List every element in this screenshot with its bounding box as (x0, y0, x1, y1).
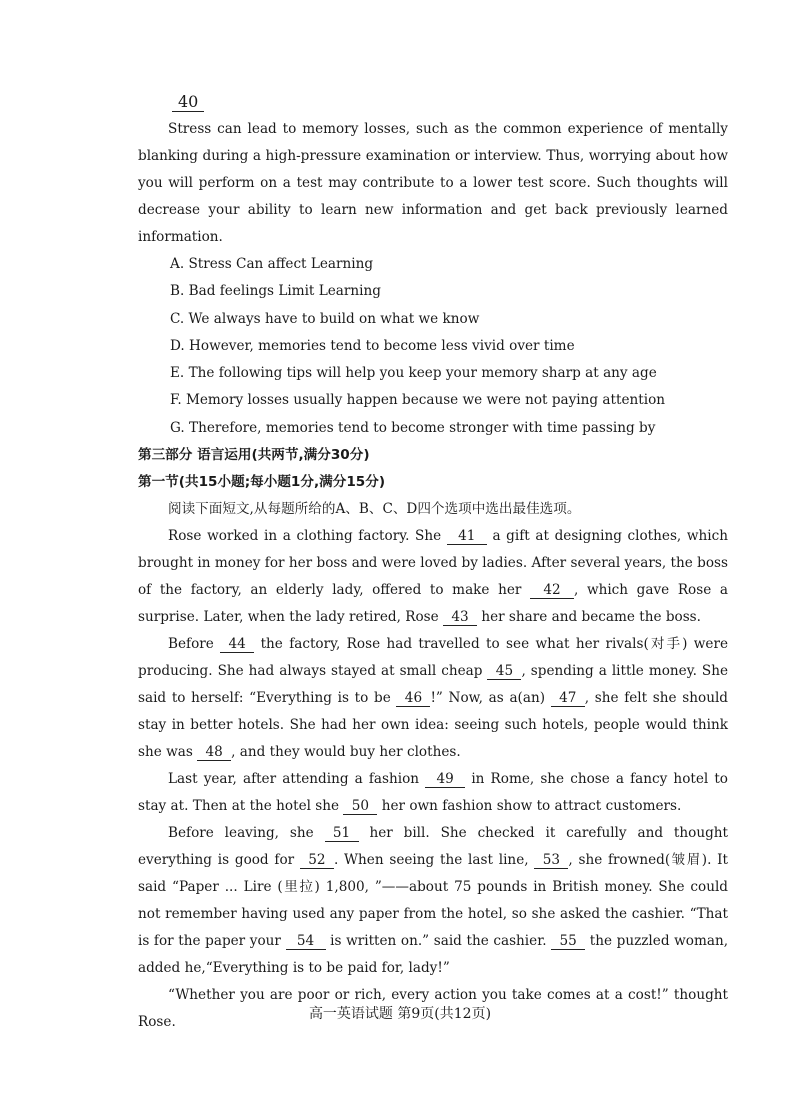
option-d: D. However, memories tend to become less vivid over time (170, 337, 575, 354)
blank-43: 43 (443, 609, 477, 626)
blank-49: 49 (425, 771, 465, 788)
passage-paragraph-3: Last year, after attending a fashion 49 in Rome, she chose a fancy hotel to stay at. Then at the hotel she 50 her own fashion show to attract customers. (138, 771, 728, 815)
passage-paragraph-4: Before leaving, she 51 her bill. She checked it carefully and thought everything is good for 52 . When seeing the last line, 53 , she frowned(皱眉). It said “Paper ... Lire (里拉) 1,800, ”——about 75 pounds in British money. She could not remember having used any paper from the hotel, so she asked the cashier. “That is for the paper your 54 is written on.” said the cashier. 55 the puzzled woman, added he,“Everything is to be paid for, lady!” (138, 825, 729, 977)
blank-53: 53 (534, 852, 568, 869)
blank-52: 52 (300, 852, 334, 869)
blank-41: 41 (447, 528, 487, 545)
question-40-number: 40 (138, 92, 728, 116)
option-g: G. Therefore, memories tend to become stronger with time passing by (170, 419, 656, 436)
part3-title: 第三部分 语言运用(共两节,满分30分) (138, 447, 370, 464)
blank-50: 50 (343, 798, 377, 815)
passage-paragraph-5: “Whether you are poor or rich, every action you take comes at a cost!” thought Rose. (138, 987, 728, 1031)
blank-47: 47 (551, 690, 585, 707)
blank-51: 51 (325, 825, 359, 842)
blank-48: 48 (197, 744, 231, 761)
page-content (138, 92, 728, 1036)
blank-55: 55 (551, 933, 585, 950)
option-f: F. Memory losses usually happen because we were not paying attention (170, 392, 666, 409)
question-40-paragraph: Stress can lead to memory losses, such as the common experience of mentally blanking during a high-pressure examination or interview. Thus, worrying about how you will perform on a test may contribute to a lower test score. Such thoughts will decrease your ability to learn new information and get back previously learned information. (138, 121, 728, 245)
blank-54: 54 (286, 933, 326, 950)
option-a: A. Stress Can affect Learning (170, 256, 374, 272)
option-e: E. The following tips will help you keep your memory sharp at any age (170, 365, 657, 382)
passage-paragraph-2: Before 44 the factory, Rose had travelled to see what her rivals(对手) were producing. She had always stayed at small cheap 45 , spending a little money. She said to herself: “Everything is to be 46 !” Now, as a(an) 47 , she felt she should stay in better hotels. She had her own idea: seeing such hotels, people would think she was 48 , and they would buy her clothes. (138, 636, 729, 761)
blank-44: 44 (220, 636, 254, 653)
blank-46: 46 (396, 690, 430, 707)
blank-45: 45 (487, 663, 521, 680)
option-b: B. Bad feelings Limit Learning (170, 283, 381, 300)
options-list (138, 251, 728, 442)
blank-42: 42 (530, 582, 574, 599)
option-c: C. We always have to build on what we know (170, 310, 480, 327)
section1-title: 第一节(共15小题;每小题1分,满分15分) (138, 474, 386, 491)
passage-paragraph-1: Rose worked in a clothing factory. She 41 a gift at designing clothes, which brought in money for her boss and were loved by ladies. After several years, the boss of the factory, an elderly lady, offered to make her 42 , which gave Rose a surprise. Later, when the lady retired, Rose 43 her share and became the boss. (138, 528, 728, 626)
instruction-text: 阅读下面短文,从每题所给的A、B、C、D四个选项中选出最佳选项。 (168, 501, 581, 518)
page-footer: 高一英语试题 第9页(共12页) (308, 1006, 492, 1022)
